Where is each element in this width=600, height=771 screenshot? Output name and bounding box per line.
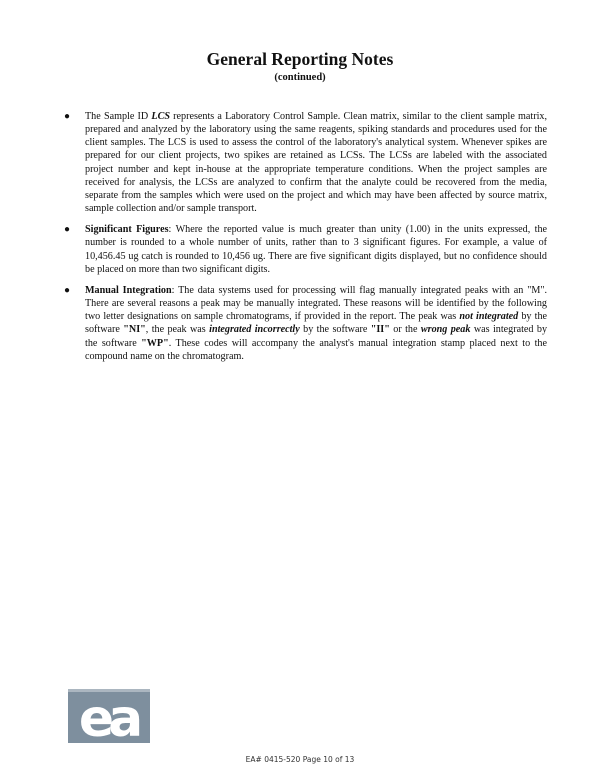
bullet-icon: ● — [64, 284, 71, 296]
note-text: : The data systems used for processing will flag manually integrated peaks with an "M". There are several reasons a peak may be manually integrated. These reasons will be identified by the following two letter designations on sample chromatograms, if provided in the report. The peak was — [85, 284, 547, 323]
note-text: represents a Laboratory Control Sample. Clean matrix, similar to the client sample matrix, prepared and analyzed by the laboratory using the same reagents, spiking standards and procedures used for the client samples. The LCS is used to assess the control of the laboratory's analytical system. Whenever spikes are prepared for our client projects, two spikes are retained as LCSs. The LCSs are labeled with the associated project number and kept in-house at the appropriate temperature conditions. When the project samples are received for analysis, the LCSs are analyzed to confirm that the analyte could be recovered from the media, separate from the samples which were used on the project and which may have been affected by source matrix, sample collection and/or sample transport. — [85, 111, 548, 215]
note-text: by the software — [299, 324, 371, 336]
note-text: The Sample ID — [85, 111, 152, 122]
note-code: "NI" — [123, 324, 146, 336]
note-code: "WP" — [141, 337, 169, 349]
ea-logo-icon — [68, 689, 150, 743]
bullet-icon: ● — [64, 111, 71, 122]
list-item-lcs — [64, 110, 547, 215]
list-item-manual-integration — [64, 284, 547, 363]
bullet-icon: ● — [64, 224, 71, 236]
note-text: , the peak was — [145, 324, 210, 336]
list-item-significant-figures — [64, 223, 547, 276]
page-title: General Reporting Notes — [206, 49, 394, 69]
page-footer: EA# 0415-520 Page 10 of 13 — [245, 755, 355, 764]
note-text: was integrated by the software — [85, 324, 548, 349]
note-emphasis: not integrated — [459, 311, 519, 323]
note-code: "II" — [370, 324, 390, 336]
note-heading: Manual Integration — [85, 284, 172, 296]
note-text: : Where the reported value is much greater than unity (1.00) in the units expressed, the number is rounded to a whole number of units, rather than to 3 significant figures. For example, a value of 10,456.45 ug catch is rounded to 10,456 ug. There are five significant digits displayed, but no confidence should be placed on more than two significant digits. — [85, 224, 548, 275]
note-emphasis: wrong peak — [420, 324, 471, 336]
notes-list — [64, 110, 547, 371]
page-subtitle: (continued) — [274, 72, 326, 83]
note-text: by the software — [85, 311, 548, 336]
note-emphasis: integrated incorrectly — [209, 324, 300, 336]
note-heading: Significant Figures — [85, 224, 169, 236]
note-text: . These codes will accompany the analyst's manual integration stamp placed next to the compound name on the chromatogram. — [85, 337, 547, 362]
note-text: or the — [389, 324, 421, 336]
logo-text: ea — [78, 689, 138, 743]
note-term: LCS — [151, 111, 170, 122]
